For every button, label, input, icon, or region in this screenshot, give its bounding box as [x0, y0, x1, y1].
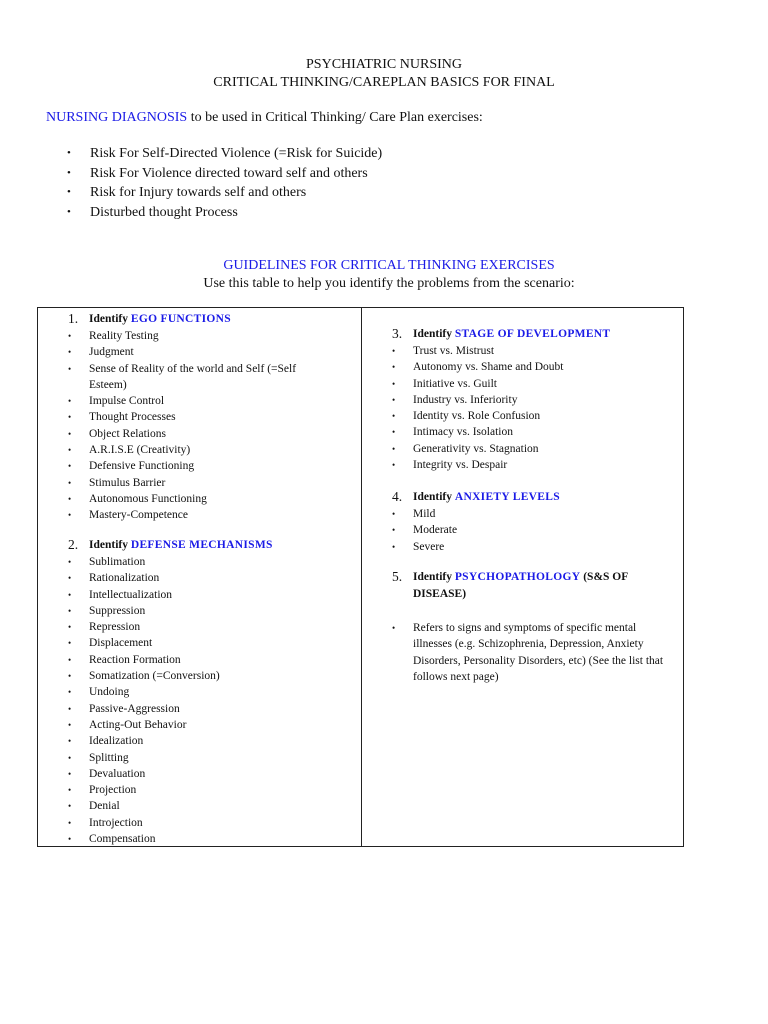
list-item: [38, 491, 360, 507]
bullet-icon: •: [392, 541, 396, 552]
bullet-icon: •: [392, 411, 396, 422]
bullet-icon: •: [392, 525, 396, 536]
section-heading: [38, 536, 360, 554]
bullet-icon: •: [392, 623, 396, 633]
list-item: [38, 587, 360, 603]
bullet-icon: •: [68, 573, 72, 584]
item-text: Repression: [89, 621, 141, 634]
list-item: [362, 522, 684, 538]
bullet-icon: •: [68, 493, 72, 504]
item-text: Object Relations: [89, 427, 166, 440]
list-item: [38, 328, 360, 344]
item-text: Impulse Control: [89, 395, 165, 408]
item-text: Defensive Functioning: [89, 460, 195, 473]
anxiety-levels-list: [362, 506, 684, 555]
list-item: [362, 506, 684, 522]
item-text: Intellectualization: [89, 588, 173, 601]
list-item: [38, 831, 360, 847]
item-text: Denial: [89, 800, 120, 813]
bullet-icon: •: [68, 331, 72, 341]
bullet-icon: •: [68, 671, 72, 682]
item-text: Severe: [413, 540, 445, 553]
bullet-icon: •: [68, 654, 72, 665]
bullet-icon: •: [68, 719, 72, 730]
section-stage-of-development: [362, 325, 684, 473]
bullet-icon: •: [392, 509, 396, 519]
section-number: 1.: [68, 311, 79, 326]
bullet-icon: •: [68, 785, 72, 796]
section-psychopathology: [362, 568, 684, 685]
bullet-icon: •: [68, 557, 72, 567]
list-item: [38, 507, 360, 523]
section-number: 3.: [392, 326, 403, 341]
bullet-icon: •: [68, 412, 72, 423]
document-title-line-1: PSYCHIATRIC NURSING: [306, 57, 462, 72]
list-item: [46, 144, 382, 164]
list-item: [38, 815, 360, 831]
list-item: [38, 782, 360, 798]
list-item: [38, 766, 360, 782]
section-keyword: PSYCHOPATHOLOGY: [454, 571, 581, 583]
list-item: [362, 376, 684, 392]
item-text: Moderate: [413, 524, 458, 537]
diagnosis-item: Risk For Violence directed toward self and others: [90, 165, 368, 181]
item-text: Reaction Formation: [89, 653, 181, 666]
bullet-icon: •: [68, 477, 72, 488]
list-item: [38, 668, 360, 684]
section-anxiety-levels: [362, 488, 684, 555]
stage-of-development-list: [362, 343, 684, 473]
identify-label: Identify: [413, 328, 452, 340]
item-text: Devaluation: [89, 767, 146, 780]
list-item: [38, 426, 360, 442]
item-text: Introjection: [89, 816, 143, 829]
bullet-icon: •: [392, 394, 396, 405]
list-item: [362, 359, 684, 375]
guidelines-table: [37, 307, 684, 847]
item-text: Suppression: [89, 604, 146, 617]
section-heading: [38, 310, 360, 328]
bullet-icon: •: [68, 817, 72, 828]
bullet-icon: •: [68, 510, 72, 521]
guidelines-heading: GUIDELINES FOR CRITICAL THINKING EXERCISES: [223, 258, 555, 273]
list-item: [38, 717, 360, 733]
item-text: Intimacy vs. Isolation: [413, 426, 513, 439]
item-text: Mastery-Competence: [89, 509, 188, 522]
section-keyword: EGO FUNCTIONS: [130, 313, 231, 325]
nursing-diagnosis-keyword: NURSING DIAGNOSIS: [46, 110, 188, 125]
bullet-icon: •: [68, 736, 72, 747]
list-item: [38, 619, 360, 635]
section-keyword: DEFENSE MECHANISMS: [130, 539, 273, 551]
defense-mechanisms-list: [38, 554, 360, 847]
item-text: Idealization: [89, 735, 144, 748]
bullet-icon: •: [392, 346, 396, 356]
section-defense-mechanisms: [38, 536, 360, 847]
list-item: [38, 603, 360, 619]
bullet-icon: •: [392, 378, 396, 389]
item-text: Autonomous Functioning: [89, 492, 207, 505]
section-ego-functions: [38, 310, 360, 524]
item-text: Reality Testing: [89, 330, 159, 342]
item-text: Generativity vs. Stagnation: [413, 442, 539, 455]
bullet-icon: •: [68, 768, 72, 779]
psychopathology-list: [362, 620, 684, 685]
list-item: [38, 701, 360, 717]
item-text: Somatization (=Conversion): [89, 670, 220, 683]
section-number: 2.: [68, 537, 79, 552]
identify-label: Identify: [413, 491, 452, 503]
list-item: [38, 798, 360, 814]
bullet-icon: •: [68, 605, 72, 616]
list-item: [38, 344, 360, 360]
list-item: [38, 652, 360, 668]
bullet-icon: •: [67, 186, 71, 198]
list-item: [38, 409, 360, 425]
bullet-icon: •: [67, 147, 71, 159]
list-item: [362, 392, 684, 408]
item-text: A.R.I.S.E (Creativity): [89, 444, 191, 457]
identify-label: Identify: [89, 539, 128, 551]
list-item: [362, 620, 684, 685]
item-text: Autonomy vs. Shame and Doubt: [413, 361, 564, 374]
bullet-icon: •: [392, 362, 396, 373]
item-text: Compensation: [89, 833, 156, 846]
list-item: [38, 475, 360, 491]
list-item: [362, 343, 684, 359]
section-heading: [362, 568, 684, 586]
list-item: [38, 458, 360, 474]
list-item: [38, 750, 360, 766]
item-text: Projection: [89, 784, 137, 797]
bullet-icon: •: [68, 363, 72, 374]
item-text: Integrity vs. Despair: [413, 459, 508, 472]
bullet-icon: •: [68, 396, 72, 407]
nursing-diagnosis-list: [46, 144, 382, 222]
bullet-icon: •: [392, 443, 396, 454]
diagnosis-item: Risk for Injury towards self and others: [90, 185, 307, 200]
section-keyword-suffix-line2: DISEASE): [413, 588, 467, 600]
bullet-icon: •: [68, 687, 72, 698]
guidelines-subheading: Use this table to help you identify the problems from the scenario:: [203, 276, 575, 291]
list-item: [362, 441, 684, 457]
section-heading: [362, 488, 684, 506]
list-item: [38, 570, 360, 586]
list-item: [46, 164, 382, 184]
list-item: [38, 554, 360, 570]
bullet-icon: •: [392, 427, 396, 438]
item-text: Initiative vs. Guilt: [413, 377, 498, 390]
bullet-icon: •: [68, 461, 72, 472]
bullet-icon: •: [68, 834, 72, 845]
list-item: [362, 457, 684, 473]
list-item: [38, 733, 360, 749]
list-item: [38, 442, 360, 458]
document-title-line-2: CRITICAL THINKING/CAREPLAN BASICS FOR FINAL: [213, 75, 555, 90]
bullet-icon: •: [68, 801, 72, 812]
section-keyword: STAGE OF DEVELOPMENT: [454, 328, 611, 340]
list-item: [362, 408, 684, 424]
item-text: Acting-Out Behavior: [89, 718, 187, 731]
item-text: Displacement: [89, 637, 153, 650]
section-number: 5.: [392, 569, 403, 584]
list-item: [46, 183, 382, 203]
list-item: [362, 424, 684, 440]
diagnosis-item: Disturbed thought Process: [90, 204, 238, 220]
list-item: [38, 361, 360, 394]
identify-label: Identify: [89, 313, 128, 325]
nursing-diagnosis-intro: [46, 109, 483, 127]
list-item: [46, 203, 382, 223]
item-text: Judgment: [89, 346, 134, 359]
nursing-diagnosis-text: to be used in Critical Thinking/ Care Plan exercises:: [187, 110, 483, 125]
list-item: [38, 393, 360, 409]
item-text: Splitting: [89, 751, 129, 764]
section-heading: [362, 325, 684, 343]
bullet-icon: •: [68, 445, 72, 456]
section-keyword-suffix: (S&S OF: [580, 571, 629, 583]
item-text: Passive-Aggression: [89, 702, 180, 715]
list-item: [38, 684, 360, 700]
diagnosis-item: Risk For Self-Directed Violence (=Risk for Suicide): [90, 146, 383, 161]
item-text: Trust vs. Mistrust: [413, 345, 495, 357]
ego-functions-list: [38, 328, 360, 524]
bullet-icon: •: [68, 622, 72, 633]
bullet-icon: •: [67, 205, 71, 218]
item-text: Sublimation: [89, 556, 146, 568]
bullet-icon: •: [392, 460, 396, 471]
item-text: Sense of Reality of the world and Self (=Self Esteem): [89, 362, 297, 391]
item-text: Undoing: [89, 686, 130, 699]
bullet-icon: •: [68, 703, 72, 714]
bullet-icon: •: [68, 589, 72, 600]
item-text: Industry vs. Inferiority: [413, 393, 518, 406]
list-item: [38, 635, 360, 651]
bullet-icon: •: [67, 166, 71, 179]
identify-label: Identify: [413, 571, 452, 583]
item-text: Identity vs. Role Confusion: [413, 410, 541, 423]
item-text: Rationalization: [89, 572, 160, 585]
item-text: Refers to signs and symptoms of specific mental illnesses (e.g. Schizophrenia, Depression, Anxiety Disorders, Personality Disorders, etc) (See the list that follows next page): [413, 622, 664, 683]
item-text: Stimulus Barrier: [89, 476, 166, 489]
section-keyword: ANXIETY LEVELS: [454, 491, 560, 503]
section-number: 4.: [392, 489, 403, 504]
bullet-icon: •: [68, 347, 72, 358]
item-text: Mild: [413, 508, 436, 520]
list-item: [362, 539, 684, 555]
item-text: Thought Processes: [89, 411, 176, 424]
bullet-icon: •: [68, 428, 72, 439]
bullet-icon: •: [68, 638, 72, 649]
bullet-icon: •: [68, 752, 72, 763]
